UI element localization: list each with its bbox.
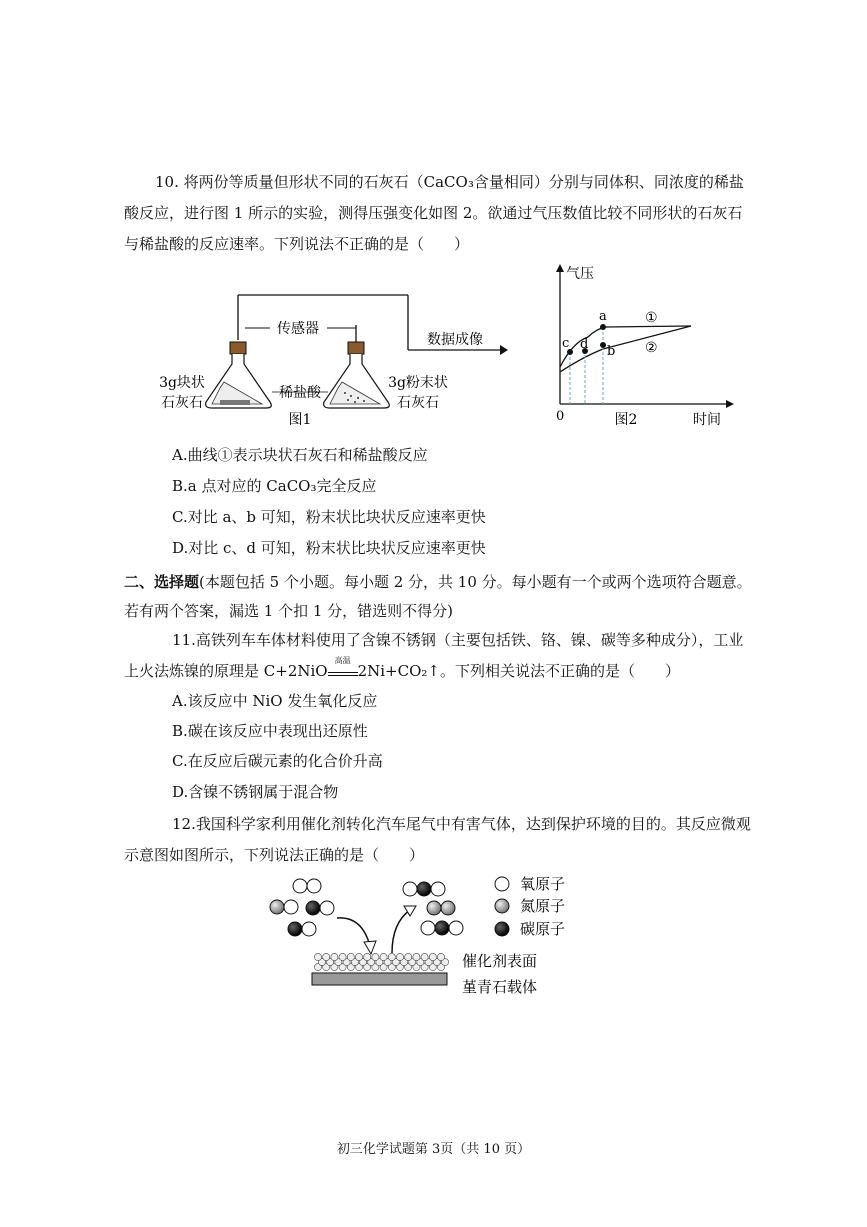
figure-3 [262, 868, 592, 1003]
q10-option-c: C.对比 a、b 可知，粉末状比块状反应速率更快 [172, 508, 486, 526]
reaction-condition: 高温 [334, 656, 351, 665]
q10-line1: 10. 将两份等质量但形状不同的石灰石（CaCO₃含量相同）分别与同体积、同浓度的稀盐 [155, 173, 744, 191]
q12-line1: 12.我国科学家利用催化剂转化汽车尾气中有害气体，达到保护环境的目的。其反应微观 [172, 815, 751, 833]
point-c: c [562, 336, 570, 351]
catalyst-label: 催化剂表面 [462, 952, 538, 970]
q11-option-a: A.该反应中 NiO 发生氧化反应 [172, 692, 378, 710]
section-2-heading: 二、选择题 [124, 573, 200, 591]
data-imaging-label: 数据成像 [427, 332, 483, 348]
q11-option-b: B.碳在该反应中表现出还原性 [172, 722, 368, 740]
curve-2-label: ② [645, 340, 658, 356]
catalyst-surface [314, 953, 448, 970]
fig2-xlabel: 时间 [693, 412, 721, 428]
fig2-ylabel: 气压 [566, 266, 594, 282]
point-d: d [580, 337, 589, 352]
q10-option-d: D.对比 c、d 可知，粉末状比块状反应速率更快 [172, 539, 486, 557]
legend-carbon: 碳原子 [520, 920, 566, 938]
q11-equation-left: 上火法炼镍的原理是 C+2NiO [124, 662, 328, 680]
right-sample-label-1: 3g粉末状 [388, 375, 448, 391]
figure-2-caption: 图2 [614, 412, 638, 428]
legend-oxygen: 氧原子 [520, 875, 566, 893]
figure-1-caption: 图1 [288, 412, 312, 428]
section-2-desc-2: 若有两个答案，漏选 1 个扣 1 分，错选则不得分) [124, 602, 454, 620]
sensor-label: 传感器 [277, 321, 319, 337]
right-sample-label-2: 石灰石 [397, 395, 439, 411]
carrier-label: 堇青石载体 [462, 978, 538, 996]
page-footer: 初三化学试题第 3页（共 10 页） [336, 1142, 531, 1157]
q11-equation-right: 2Ni+CO₂↑。下列相关说法不正确的是（ ） [357, 662, 680, 680]
acid-label: 稀盐酸 [279, 385, 321, 401]
q10-option-a: A.曲线①表示块状石灰石和稀盐酸反应 [172, 446, 428, 464]
figure-2 [548, 262, 748, 437]
q10-line2: 酸反应，进行图 1 所示的实验，测得压强变化如图 2。欲通过气压数值比较不同形状的石灰石 [124, 204, 743, 222]
q10-line3: 与稀盐酸的反应速率。下列说法不正确的是（ ） [124, 235, 470, 253]
section-2-header [124, 572, 752, 592]
reaction-arrow [328, 656, 358, 676]
q11-line2 [124, 656, 680, 681]
q11-option-c: C.在反应后碳元素的化合价升高 [172, 752, 383, 770]
q12-line2: 示意图如图所示，下列说法正确的是（ ） [124, 846, 425, 864]
fig2-origin: 0 [556, 409, 565, 424]
point-a: a [599, 309, 607, 324]
q11-option-d: D.含镍不锈钢属于混合物 [172, 783, 339, 801]
section-2-desc-1: (本题包括 5 个小题。每小题 2 分，共 10 分。每小题有一个或两个选项符合题意。 [199, 573, 752, 591]
q11-line1: 11.高铁列车车体材料使用了含镍不锈钢（主要包括铁、铬、镍、碳等多种成分），工业 [172, 631, 744, 649]
figure-1 [150, 290, 510, 430]
curve-1-label: ① [645, 310, 658, 326]
point-b: b [607, 344, 616, 359]
legend-nitrogen: 氮原子 [520, 897, 566, 915]
q10-option-b: B.a 点对应的 CaCO₃完全反应 [172, 477, 377, 495]
left-sample-label-1: 3g块状 [159, 375, 205, 391]
left-sample-label-2: 石灰石 [161, 395, 203, 411]
